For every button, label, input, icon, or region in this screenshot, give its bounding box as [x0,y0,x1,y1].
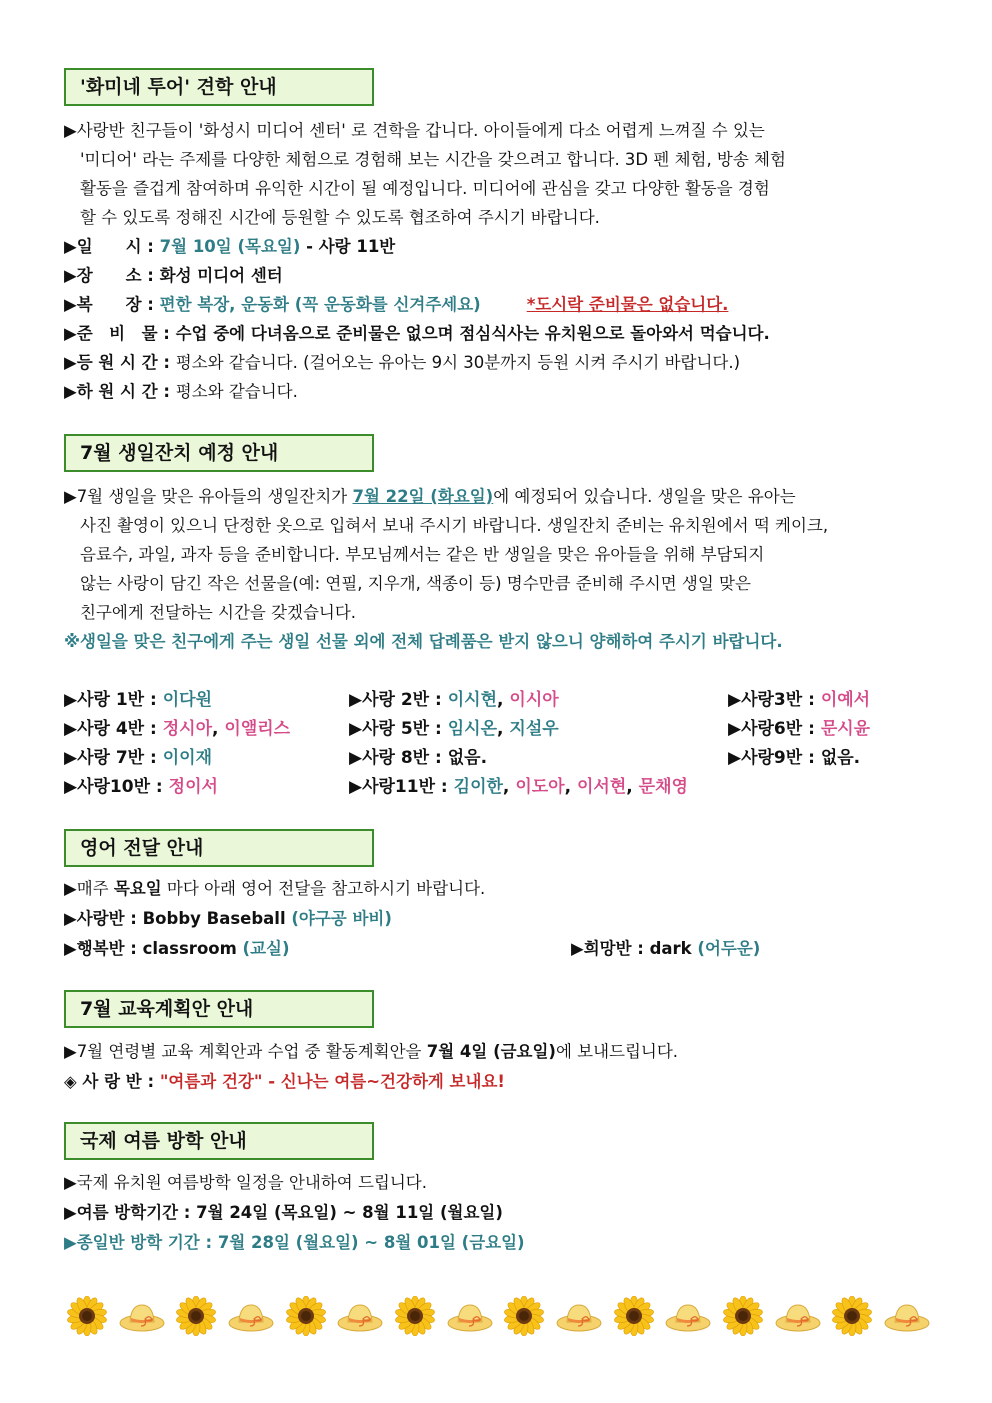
tour-supplies: ▶준 비 물 : 수업 중에 다녀옴으로 준비물은 없으며 점심식사는 유치원으로 돌아와서 먹습니다. [64,324,770,343]
class-item [64,744,212,773]
child-name: 이서현 [576,777,627,797]
class-item [349,744,487,773]
child-name: 문시윤 [820,719,871,739]
child-name: 이시현 [447,690,498,710]
class-label: ▶사랑 2반 : [349,690,448,710]
class-item: ▶사랑 5반 : 임시온, 지설우 [349,719,559,739]
tour-clothes: ▶복 장 : 편한 복장, 운동화 (꼭 운동화를 신겨주세요) *도시락 준비물은 없습니다. [64,295,729,314]
decoration-border [64,1296,930,1340]
child-name: 문채영 [638,777,688,797]
english-row-haengbok: ▶행복반 : classroom (교실) [64,939,290,958]
child-name: 이시아 [509,690,559,710]
vacation-intro: ▶국제 유치원 여름방학 일정을 안내하여 드립니다. [64,1173,427,1192]
child-name: 정시아 [162,719,213,739]
tour-place: ▶장 소 : 화성 미디어 센터 [64,266,283,285]
sunflower-icon [829,1296,875,1336]
tour-leave: ▶하 원 시 간 : 평소와 같습니다. [64,382,298,401]
class-label: ▶사랑 7반 : [64,748,163,768]
class-label: ▶사랑 1반 : [64,690,163,710]
class-none: 없음. [447,748,488,768]
class-item: ▶사랑 4반 : 정시아, 이앨리스 [64,719,291,739]
child-name: 이도아 [515,777,565,797]
child-name: 이다원 [162,690,213,710]
sunflower-icon [392,1296,438,1336]
english-row-sarang: ▶사랑반 : Bobby Baseball (야구공 바비) [64,909,392,928]
child-name: 이이재 [162,748,213,768]
class-item: ▶사랑 2반 : 이시현, 이시아 [349,690,559,710]
section-title-english: 영어 전달 안내 [64,829,374,867]
class-label: ▶사랑9반 : [728,748,821,768]
child-name: 김이한 [453,777,503,797]
sunflower-icon [173,1296,219,1336]
english-row-huimang: ▶희망반 : dark (어두운) [571,939,761,958]
sunflower-icon [283,1296,329,1336]
class-label: ▶사랑 8반 : [349,748,448,768]
plan-class: ◈ 사 랑 반 : "여름과 건강" - 신나는 여름~건강하게 보내요! [64,1072,505,1091]
plan-line: ▶7월 연령별 교육 계획안과 수업 중 활동계획안을 7월 4일 (금요일)에 보내드립니다. [64,1042,679,1061]
section-title-vacation: 국제 여름 방학 안내 [64,1122,374,1160]
section-title-plan: 7월 교육계획안 안내 [64,990,374,1028]
section-title-tour: '화미네 투어' 견학 안내 [64,68,374,106]
birthday-intro: ▶7월 생일을 맞은 유아들의 생일잔치가 7월 22일 (화요일)에 예정되어 있습니다. 생일을 맞은 유아는 사진 촬영이 있으니 단정한 옷으로 입혀서 보내 주시기 바랍니다. 생일잔치 준비는 유치원에서 떡 케이크, 음료수, 과일, 과자 등을 준비합니다. 부모님께서는 같은 반 생일을 맞은 유아들을 위해 부담되지 않는 사랑이 담긴 작은 선물을(예: 연필, 지우개, 색종이 등) 명수만큼 준비해 주시면 생일 맞은 친구에게 전달하는 시간을 갖겠습니다. [64,487,829,622]
child-name: 지설우 [509,719,559,739]
class-label: ▶사랑 5반 : [349,719,448,739]
straw-hat-icon [337,1296,383,1336]
vacation-period: ▶여름 방학기간 : 7월 24일 (목요일) ~ 8월 11일 (월요일) [64,1203,503,1222]
class-item [728,744,860,773]
sunflower-icon [64,1296,110,1336]
class-label: ▶사랑 4반 : [64,719,163,739]
tour-arrive: ▶등 원 시 간 : 평소와 같습니다. (걸어오는 유아는 9시 30분까지 등원 시켜 주시기 바랍니다.) [64,353,741,372]
section-title-birthday: 7월 생일잔치 예정 안내 [64,434,374,472]
class-item: ▶사랑11반 : 김이한, 이도아, 이서현, 문채영 [349,777,688,797]
class-item [64,773,218,802]
child-name: 임시온 [447,719,498,739]
sunflower-icon [611,1296,657,1336]
birthday-class-list [64,686,930,802]
straw-hat-icon [447,1296,493,1336]
class-label: ▶사랑6반 : [728,719,821,739]
class-label: ▶사랑3반 : [728,690,821,710]
straw-hat-icon [775,1296,821,1336]
sunflower-icon [501,1296,547,1336]
birthday-note: ※생일을 맞은 친구에게 주는 생일 선물 외에 전체 답례품은 받지 않으니 양해하여 주시기 바랍니다. [64,632,783,651]
tour-intro: ▶사랑반 친구들이 '화성시 미디어 센터' 로 견학을 갑니다. 아이들에게 다소 어렵게 느껴질 수 있는 '미디어' 라는 주제를 다양한 체험으로 경험해 보는 시간을 갖으려고 합니다. 3D 펜 체험, 방송 체험 활동을 즐겁게 참여하며 유익한 시간이 될 예정입니다. 미디어에 관심을 갖고 다양한 활동을 경험 할 수 있도록 정해진 시간에 등원할 수 있도록 협조하여 주시기 바랍니다. [64,121,786,227]
class-item [728,715,870,744]
sunflower-icon [720,1296,766,1336]
straw-hat-icon [228,1296,274,1336]
child-name: 정이서 [168,777,218,797]
class-label: ▶사랑10반 : [64,777,169,797]
straw-hat-icon [884,1296,930,1336]
vacation-daycare-period: ▶종일반 방학 기간 : 7월 28일 (월요일) ~ 8월 01일 (금요일) [64,1233,525,1252]
class-item [728,686,870,715]
straw-hat-icon [665,1296,711,1336]
class-none: 없음. [820,748,861,768]
class-label: ▶사랑11반 : [349,777,454,797]
english-intro: ▶매주 목요일 마다 아래 영어 전달을 참고하시기 바랍니다. [64,879,486,898]
class-item [64,686,212,715]
straw-hat-icon [119,1296,165,1336]
child-name: 이예서 [820,690,871,710]
child-name: 이앨리스 [224,719,291,739]
tour-date: ▶일 시 : 7월 10일 (목요일) - 사랑 11반 [64,237,396,256]
straw-hat-icon [556,1296,602,1336]
